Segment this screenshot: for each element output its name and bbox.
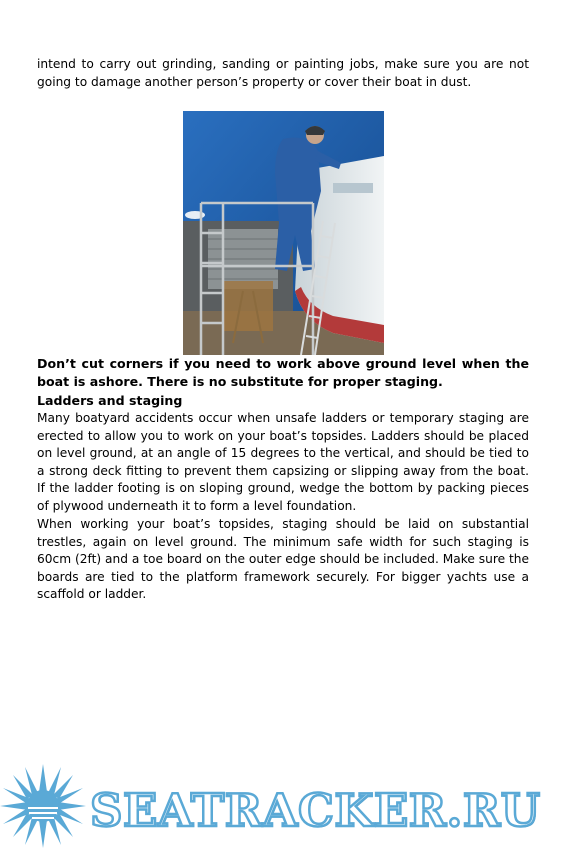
intro-paragraph: intend to carry out grinding, sanding or painting jobs, make sure you are not going to damage another person’s property or cover their boat in dust. xyxy=(37,57,529,89)
body-paragraph: Many boatyard accidents occur when unsafe ladders or temporary staging are erected to allow you to work on your boat’s topsides. Ladders should be placed on level ground, at an angle of 15 degrees to the vertical, and should be tied to a strong deck fitting to prevent them capsizing or slipping away from the boat. If the ladder footing is on sloping ground, wedge the bottom by packing pieces of plywood underneath it to form a level foundation. xyxy=(37,411,529,513)
boat-staging-photo xyxy=(183,111,384,355)
body-paragraph: When working your boat’s topsides, staging should be laid on substantial trestles, again on level ground. The minimum safe width for such staging is 60cm (2ft) and a toe board on the outer edge should be included. Make sure the boards are tied to the platform framework securely. For bigger yachts use a scaffold or ladder. xyxy=(37,517,529,602)
footer-logo-text: SEATRACKER.RU xyxy=(90,784,541,837)
section-heading: Ladders and staging xyxy=(37,393,183,408)
photo-caption: Don’t cut corners if you need to work above ground level when the boat is ashore. There is no substitute for proper staging. xyxy=(37,356,529,389)
sun-logo-icon xyxy=(0,762,90,850)
